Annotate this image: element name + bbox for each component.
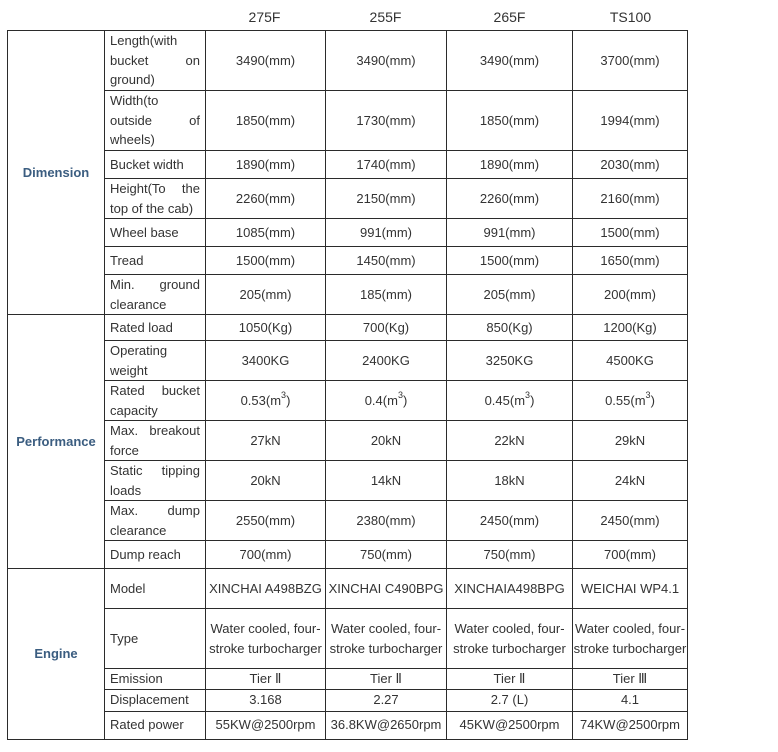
spec-table xyxy=(7,30,688,740)
spec-value-255f: 2380(mm) xyxy=(326,501,447,541)
spec-value-ts100: 200(mm) xyxy=(573,275,688,315)
spec-row xyxy=(8,247,688,275)
spec-value-ts100: 2160(mm) xyxy=(573,179,688,219)
spec-row xyxy=(8,179,688,219)
spec-value-265f: XINCHAIA498BPG xyxy=(447,569,573,609)
spec-value-275f: Tier Ⅱ xyxy=(206,669,326,690)
unit-exponent: 3 xyxy=(645,390,651,401)
spec-table-body xyxy=(8,31,688,740)
spec-row xyxy=(8,381,688,421)
spec-label: Operating weight xyxy=(105,341,206,381)
spec-value-275f: 1085(mm) xyxy=(206,219,326,247)
spec-value-265f: Water cooled, four-stroke turbocharger xyxy=(447,609,573,669)
spec-label: Tread xyxy=(105,247,206,275)
group-label-dimension: Dimension xyxy=(8,31,105,315)
value-suffix: ) xyxy=(650,392,655,408)
spec-value-ts100: 2450(mm) xyxy=(573,501,688,541)
unit-exponent: 3 xyxy=(397,390,403,401)
spec-value-255f: Water cooled, four-stroke turbocharger xyxy=(326,609,447,669)
spec-value-ts100 xyxy=(573,381,688,421)
spec-label: Wheel base xyxy=(105,219,206,247)
spec-row xyxy=(8,689,688,711)
spec-value-255f: XINCHAI C490BPG xyxy=(326,569,447,609)
spec-value-265f: Tier Ⅱ xyxy=(447,669,573,690)
spec-label: Max. breakout force xyxy=(105,421,206,461)
spec-value-255f: 2400KG xyxy=(326,341,447,381)
spec-value-255f: Tier Ⅱ xyxy=(326,669,447,690)
spec-value-255f: 2.27 xyxy=(326,689,447,711)
spec-row xyxy=(8,569,688,609)
model-header-265f: 265F xyxy=(493,9,526,25)
spec-label: Max. dump clearance xyxy=(105,501,206,541)
spec-value-255f xyxy=(326,381,447,421)
spec-label: Type xyxy=(105,609,206,669)
spec-value-275f: 205(mm) xyxy=(206,275,326,315)
spec-value-265f: 1500(mm) xyxy=(447,247,573,275)
spec-value-ts100: 24kN xyxy=(573,461,688,501)
value-suffix: ) xyxy=(402,392,408,408)
spec-value-265f: 205(mm) xyxy=(447,275,573,315)
spec-value-255f: 1730(mm) xyxy=(326,91,447,151)
spec-row xyxy=(8,461,688,501)
spec-value-275f: 2260(mm) xyxy=(206,179,326,219)
spec-label: Min. ground clearance xyxy=(105,275,206,315)
spec-value-ts100: WEICHAI WP4.1 xyxy=(573,569,688,609)
spec-row xyxy=(8,31,688,91)
spec-label: Emission xyxy=(105,669,206,690)
spec-value-275f: 20kN xyxy=(206,461,326,501)
spec-value-ts100: Water cooled, four-stroke turbocharger xyxy=(573,609,688,669)
spec-value-255f: 1450(mm) xyxy=(326,247,447,275)
spec-value-255f: 1740(mm) xyxy=(326,151,447,179)
spec-value-ts100: Tier Ⅲ xyxy=(573,669,688,690)
spec-row xyxy=(8,421,688,461)
spec-value-255f: 185(mm) xyxy=(326,275,447,315)
spec-value-255f: 991(mm) xyxy=(326,219,447,247)
spec-row xyxy=(8,669,688,690)
spec-label: Model xyxy=(105,569,206,609)
spec-value-275f: 3.168 xyxy=(206,689,326,711)
model-header-255f: 255F xyxy=(369,9,402,25)
spec-value-275f: 3490(mm) xyxy=(206,31,326,91)
spec-value-275f: 55KW@2500rpm xyxy=(206,711,326,739)
spec-value-ts100: 1650(mm) xyxy=(573,247,688,275)
model-header-275f: 275F xyxy=(248,9,281,25)
model-header-ts100: TS100 xyxy=(609,9,652,25)
spec-label: Length(with bucket on ground) xyxy=(105,31,206,91)
spec-row xyxy=(8,275,688,315)
spec-label: Dump reach xyxy=(105,541,206,569)
spec-label: Static tipping loads xyxy=(105,461,206,501)
spec-value-265f: 2260(mm) xyxy=(447,179,573,219)
spec-value-ts100: 1500(mm) xyxy=(573,219,688,247)
group-label-engine: Engine xyxy=(8,569,105,740)
spec-label: Bucket width xyxy=(105,151,206,179)
spec-value-265f: 3250KG xyxy=(447,341,573,381)
spec-value-275f: 1500(mm) xyxy=(206,247,326,275)
spec-value-ts100: 3700(mm) xyxy=(573,31,688,91)
spec-row xyxy=(8,711,688,739)
spec-row xyxy=(8,501,688,541)
value-text: 0.53(m xyxy=(240,392,282,408)
spec-value-265f: 3490(mm) xyxy=(447,31,573,91)
spec-value-ts100: 1994(mm) xyxy=(573,91,688,151)
spec-value-275f: 2550(mm) xyxy=(206,501,326,541)
spec-value-255f: 3490(mm) xyxy=(326,31,447,91)
spec-row xyxy=(8,91,688,151)
spec-value-275f: Water cooled, four-stroke turbocharger xyxy=(206,609,326,669)
spec-value-265f: 22kN xyxy=(447,421,573,461)
spec-value-255f: 750(mm) xyxy=(326,541,447,569)
spec-value-275f: 27kN xyxy=(206,421,326,461)
spec-value-ts100: 700(mm) xyxy=(573,541,688,569)
spec-label: Rated load xyxy=(105,315,206,341)
spec-row xyxy=(8,609,688,669)
spec-value-275f: XINCHAI A498BZG xyxy=(206,569,326,609)
spec-value-255f: 20kN xyxy=(326,421,447,461)
spec-value-265f: 45KW@2500rpm xyxy=(447,711,573,739)
spec-value-275f: 1890(mm) xyxy=(206,151,326,179)
value-text: 0.55(m xyxy=(605,392,646,408)
spec-value-265f: 1890(mm) xyxy=(447,151,573,179)
spec-label: Height(To the top of the cab) xyxy=(105,179,206,219)
spec-row xyxy=(8,315,688,341)
spec-value-275f: 700(mm) xyxy=(206,541,326,569)
spec-value-255f: 36.8KW@2650rpm xyxy=(326,711,447,739)
spec-value-ts100: 1200(Kg) xyxy=(573,315,688,341)
spec-value-255f: 2150(mm) xyxy=(326,179,447,219)
spec-value-265f: 850(Kg) xyxy=(447,315,573,341)
spec-value-255f: 700(Kg) xyxy=(326,315,447,341)
spec-label: Displacement xyxy=(105,689,206,711)
spec-value-265f: 18kN xyxy=(447,461,573,501)
spec-value-265f: 2450(mm) xyxy=(447,501,573,541)
spec-label: Rated power xyxy=(105,711,206,739)
group-label-performance: Performance xyxy=(8,315,105,569)
value-suffix: ) xyxy=(286,392,291,408)
spec-value-275f: 1050(Kg) xyxy=(206,315,326,341)
spec-row xyxy=(8,341,688,381)
spec-label: Width(to outside of wheels) xyxy=(105,91,206,151)
value-text: 0.4(m xyxy=(364,392,398,408)
spec-value-ts100: 2030(mm) xyxy=(573,151,688,179)
spec-value-265f: 2.7 (L) xyxy=(447,689,573,711)
spec-value-ts100: 4.1 xyxy=(573,689,688,711)
spec-value-255f: 14kN xyxy=(326,461,447,501)
value-suffix: ) xyxy=(530,392,535,408)
value-text: 0.45(m xyxy=(484,392,526,408)
spec-value-ts100: 74KW@2500rpm xyxy=(573,711,688,739)
spec-value-ts100: 4500KG xyxy=(573,341,688,381)
spec-label: Rated bucket capacity xyxy=(105,381,206,421)
spec-value-265f: 750(mm) xyxy=(447,541,573,569)
spec-value-275f: 3400KG xyxy=(206,341,326,381)
spec-value-ts100: 29kN xyxy=(573,421,688,461)
unit-exponent: 3 xyxy=(281,390,287,401)
spec-row xyxy=(8,219,688,247)
spec-value-265f: 1850(mm) xyxy=(447,91,573,151)
spec-value-275f xyxy=(206,381,326,421)
unit-exponent: 3 xyxy=(525,390,531,401)
spec-row xyxy=(8,151,688,179)
spec-value-275f: 1850(mm) xyxy=(206,91,326,151)
spec-value-265f xyxy=(447,381,573,421)
spec-row xyxy=(8,541,688,569)
spec-value-265f: 991(mm) xyxy=(447,219,573,247)
